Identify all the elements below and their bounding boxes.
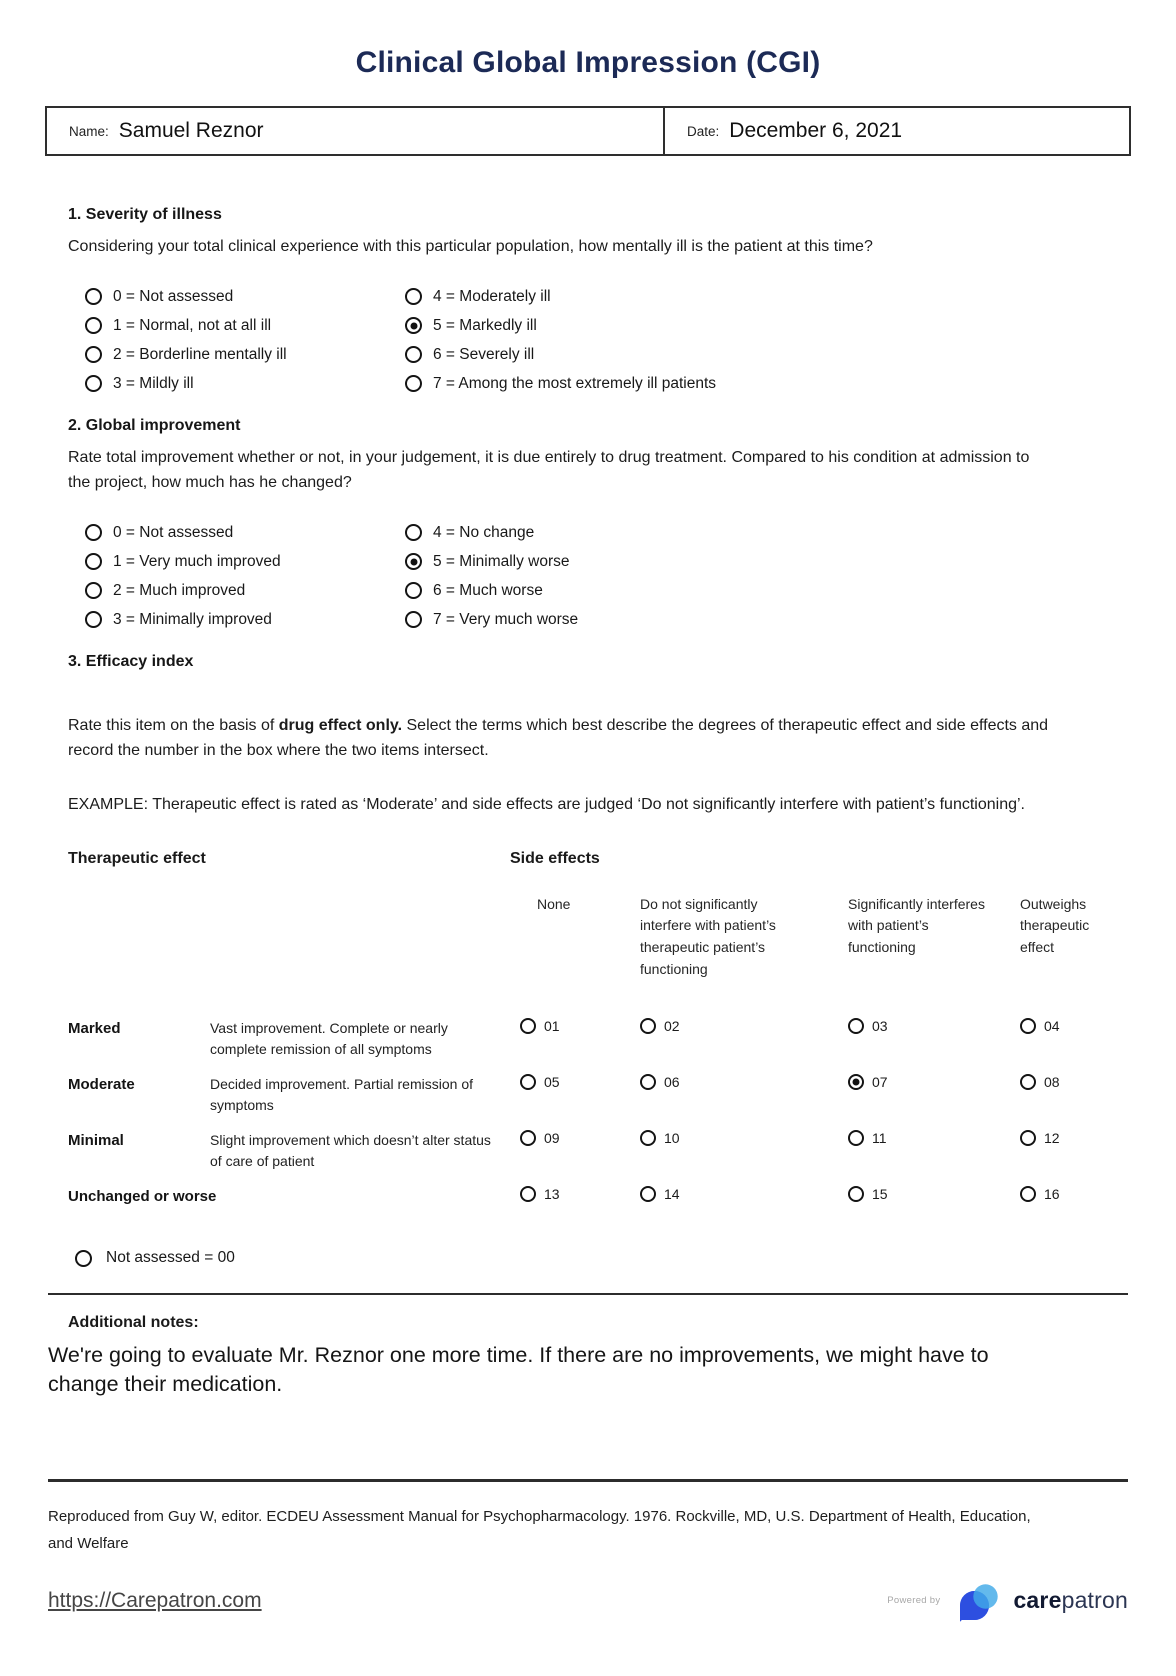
efficacy-cell-15[interactable] (848, 1186, 1000, 1202)
severity-options (85, 288, 1176, 393)
side-effect-column-headers (68, 894, 1128, 981)
not-assessed-option[interactable] (75, 1249, 1176, 1267)
improvement-options (85, 524, 1176, 629)
improvement-options-right (405, 524, 725, 629)
efficacy-cell-11[interactable] (848, 1130, 1000, 1146)
efficacy-cell-14[interactable] (640, 1186, 848, 1202)
improvement-description: Rate total improvement whether or not, in your judgement, it is due entirely to drug treatment. Compared to his condition at admission to the project, how much has he changed? (68, 448, 1030, 492)
radio-icon[interactable] (405, 611, 422, 628)
option-label: 4 = Moderately ill (433, 287, 551, 305)
efficacy-cell-09[interactable] (520, 1130, 640, 1146)
radio-icon[interactable] (848, 1186, 864, 1202)
improvement-option-0[interactable] (85, 524, 405, 542)
cell-number: 13 (544, 1186, 560, 1203)
option-label: 5 = Minimally worse (433, 552, 570, 570)
name-label: Name: (69, 123, 109, 139)
severity-option-1[interactable] (85, 317, 405, 335)
option-label: 0 = Not assessed (113, 287, 234, 305)
radio-icon[interactable] (1020, 1074, 1036, 1090)
efficacy-cell-03[interactable] (848, 1018, 1000, 1034)
option-label: 4 = No change (433, 523, 535, 541)
radio-icon[interactable] (520, 1130, 536, 1146)
severity-description: Considering your total clinical experience with this particular population, how mentally ill is the patient at this time? (68, 238, 873, 255)
severity-options-right (405, 288, 725, 393)
footer-divider (48, 1479, 1128, 1482)
cell-number: 12 (1044, 1130, 1060, 1147)
cell-number: 02 (664, 1018, 680, 1035)
cell-number: 01 (544, 1018, 560, 1035)
improvement-option-3[interactable] (85, 611, 405, 629)
efficacy-cell-02[interactable] (640, 1018, 848, 1034)
severity-option-4[interactable] (405, 288, 725, 306)
radio-icon[interactable] (405, 524, 422, 541)
efficacy-row-minimal (68, 1130, 1128, 1175)
efficacy-cell-13[interactable] (520, 1186, 640, 1202)
option-label: Not assessed = 00 (106, 1249, 235, 1267)
severity-heading: 1. Severity of illness (68, 206, 222, 223)
efficacy-cell-12[interactable] (1000, 1130, 1128, 1146)
powered-by-block (887, 1577, 1128, 1625)
efficacy-cell-10[interactable] (640, 1130, 848, 1146)
radio-icon[interactable] (640, 1130, 656, 1146)
radio-icon[interactable] (85, 375, 102, 392)
date-field[interactable] (665, 108, 1129, 154)
cell-number: 05 (544, 1074, 560, 1091)
radio-icon[interactable] (640, 1074, 656, 1090)
efficacy-row-marked (68, 1018, 1128, 1063)
section-notes (0, 1314, 1176, 1399)
efficacy-row-moderate (68, 1074, 1128, 1119)
radio-icon[interactable] (405, 288, 422, 305)
notes-text[interactable]: We're going to evaluate Mr. Reznor one more time. If there are no improvements, we might have to change their medication. (48, 1343, 989, 1397)
cell-number: 09 (544, 1130, 560, 1147)
cell-number: 15 (872, 1186, 888, 1203)
efficacy-row-unchanged (68, 1186, 1128, 1231)
row-label: Minimal (68, 1132, 124, 1150)
radio-icon[interactable] (405, 582, 422, 599)
efficacy-cell-04[interactable] (1000, 1018, 1128, 1034)
row-label: Marked (68, 1020, 121, 1038)
cell-number: 16 (1044, 1186, 1060, 1203)
radio-icon[interactable] (640, 1018, 656, 1034)
cell-number: 11 (872, 1130, 887, 1147)
option-label: 7 = Among the most extremely ill patients (433, 374, 717, 392)
cell-number: 04 (1044, 1018, 1060, 1035)
option-label: 1 = Normal, not at all ill (113, 316, 272, 334)
radio-icon[interactable] (405, 317, 422, 334)
efficacy-cell-05[interactable] (520, 1074, 640, 1090)
column-header-no-interference: Do not significantly interfere with patient’s therapeutic patient’s functioning (640, 895, 776, 977)
notes-divider (48, 1293, 1128, 1295)
severity-option-7[interactable] (405, 375, 725, 393)
severity-option-6[interactable] (405, 346, 725, 364)
severity-option-0[interactable] (85, 288, 405, 306)
option-label: 1 = Very much improved (113, 552, 281, 570)
improvement-heading: 2. Global improvement (68, 416, 241, 434)
intro-suffix: Select the terms which best describe the degrees of therapeutic effect and side effects and record the number in the box where the two items intersect. (68, 716, 1049, 760)
column-header-outweighs: Outweighs therapeutic effect (1020, 895, 1090, 955)
radio-icon[interactable] (520, 1018, 536, 1034)
radio-icon[interactable] (85, 346, 102, 363)
section-severity (0, 206, 1176, 393)
radio-icon[interactable] (85, 317, 102, 334)
radio-icon[interactable] (640, 1186, 656, 1202)
side-effects-header: Side effects (510, 849, 600, 867)
page-title: Clinical Global Impression (CGI) (355, 46, 821, 79)
radio-icon[interactable] (848, 1074, 864, 1090)
radio-icon[interactable] (1020, 1018, 1036, 1034)
option-label: 3 = Mildly ill (113, 374, 194, 392)
radio-icon[interactable] (520, 1186, 536, 1202)
radio-icon[interactable] (520, 1074, 536, 1090)
option-label: 2 = Borderline mentally ill (113, 345, 287, 363)
option-label: 6 = Severely ill (433, 345, 535, 363)
radio-icon[interactable] (85, 582, 102, 599)
improvement-options-left (85, 524, 405, 629)
severity-options-left (85, 288, 405, 393)
improvement-option-1[interactable] (85, 553, 405, 571)
brand-care: care (1013, 1587, 1062, 1614)
severity-option-3[interactable] (85, 375, 405, 393)
row-label: Moderate (68, 1076, 135, 1094)
improvement-option-5[interactable] (405, 553, 725, 571)
row-description: Decided improvement. Partial remission of symptoms (210, 1076, 473, 1114)
carepatron-wordmark (1013, 1587, 1128, 1614)
cell-number: 14 (664, 1186, 680, 1203)
source-citation: Reproduced from Guy W, editor. ECDEU Assessment Manual for Psychopharmacology. 1976. Rockville, MD, U.S. Department of Health, Education, and Welfare (48, 1508, 1031, 1552)
radio-icon[interactable] (85, 288, 102, 305)
radio-icon[interactable] (85, 611, 102, 628)
efficacy-cell-01[interactable] (520, 1018, 640, 1034)
cell-number: 08 (1044, 1074, 1060, 1091)
efficacy-cell-08[interactable] (1000, 1074, 1128, 1090)
notes-heading: Additional notes: (68, 1314, 199, 1332)
improvement-option-2[interactable] (85, 582, 405, 600)
efficacy-cell-16[interactable] (1000, 1186, 1128, 1202)
radio-icon[interactable] (1020, 1186, 1036, 1202)
option-label: 5 = Markedly ill (433, 316, 537, 334)
column-header-significant-interference: Significantly interferes with patient’s functioning (848, 895, 985, 955)
cell-number: 06 (664, 1074, 680, 1091)
column-header-none: None (537, 895, 571, 912)
efficacy-heading: 3. Efficacy index (68, 652, 194, 670)
cell-number: 10 (664, 1130, 680, 1147)
date-value: December 6, 2021 (729, 119, 903, 142)
patient-info-box (45, 106, 1131, 156)
page-footer (0, 1504, 1176, 1625)
cell-number: 07 (872, 1074, 888, 1091)
therapeutic-effect-header: Therapeutic effect (68, 849, 206, 867)
severity-option-2[interactable] (85, 346, 405, 364)
carepatron-link[interactable]: https://Carepatron.com (48, 1588, 262, 1612)
efficacy-example: EXAMPLE: Therapeutic effect is rated as ‘Moderate’ and side effects are judged ‘Do not significantly interfere with patient’s functioning’. (68, 795, 1025, 813)
efficacy-table-header (68, 850, 1108, 870)
option-label: 3 = Minimally improved (113, 610, 272, 628)
intro-bold: drug effect only. (278, 716, 403, 734)
option-label: 7 = Very much worse (433, 610, 579, 628)
date-label: Date: (687, 123, 720, 139)
carepatron-logo-icon (953, 1577, 1000, 1625)
improvement-option-4[interactable] (405, 524, 725, 542)
cgi-form-page (0, 46, 1176, 1676)
efficacy-cell-06[interactable] (640, 1074, 848, 1090)
radio-icon[interactable] (85, 553, 102, 570)
section-efficacy (0, 653, 1176, 1268)
option-label: 2 = Much improved (113, 581, 246, 599)
option-label: 6 = Much worse (433, 581, 543, 599)
radio-icon[interactable] (405, 346, 422, 363)
row-description: Slight improvement which doesn’t alter status of care of patient (210, 1132, 491, 1170)
efficacy-intro (68, 713, 1053, 764)
radio-icon[interactable] (75, 1250, 92, 1267)
improvement-option-7[interactable] (405, 611, 725, 629)
improvement-option-6[interactable] (405, 582, 725, 600)
radio-icon[interactable] (848, 1130, 864, 1146)
option-label: 0 = Not assessed (113, 523, 234, 541)
radio-icon[interactable] (848, 1018, 864, 1034)
radio-icon[interactable] (85, 524, 102, 541)
brand-patron: patron (1061, 1587, 1128, 1614)
row-description: Vast improvement. Complete or nearly complete remission of all symptoms (210, 1020, 448, 1058)
name-value: Samuel Reznor (118, 119, 264, 142)
cell-number: 03 (872, 1018, 888, 1035)
radio-icon[interactable] (405, 553, 422, 570)
radio-icon[interactable] (405, 375, 422, 392)
row-label: Unchanged or worse (68, 1188, 217, 1206)
powered-by-label: Powered by (887, 1595, 941, 1607)
severity-option-5[interactable] (405, 317, 725, 335)
radio-icon[interactable] (1020, 1130, 1036, 1146)
section-improvement (0, 417, 1176, 629)
name-field[interactable] (47, 108, 665, 154)
intro-prefix: Rate this item on the basis of (68, 716, 279, 734)
efficacy-cell-07[interactable] (848, 1074, 1000, 1090)
